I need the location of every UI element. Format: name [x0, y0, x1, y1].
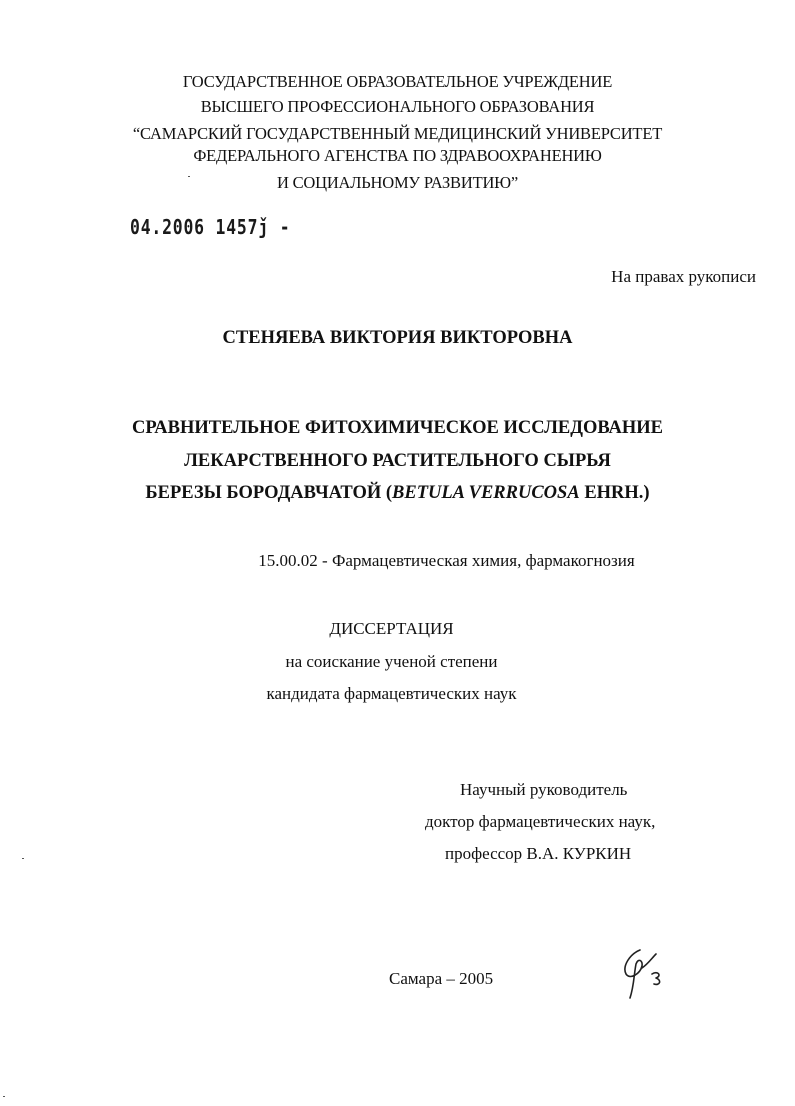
place-and-year: Самара – 2005	[389, 969, 494, 988]
manuscript-rights-note: На правах рукописи	[611, 267, 756, 286]
document-type: ДИССЕРТАЦИЯ	[329, 619, 454, 638]
supervisor-name: профессор В.А. КУРКИН	[445, 844, 632, 863]
scan-speck	[3, 1096, 5, 1097]
handwritten-signature	[612, 944, 672, 1004]
supervisor-role: Научный руководитель	[460, 780, 628, 799]
title-line-1: СРАВНИТЕЛЬНОЕ ФИТОХИМИЧЕСКОЕ ИССЛЕДОВАНИЕ	[131, 418, 664, 438]
institution-line-5: И СОЦИАЛЬНОМУ РАЗВИТИЮ”	[276, 173, 519, 192]
institution-line-4: ФЕДЕРАЛЬНОГО АГЕНСТВА ПО ЗДРАВООХРАНЕНИЮ	[193, 146, 602, 165]
title-line-2: ЛЕКАРСТВЕННОГО РАСТИТЕЛЬНОГО СЫРЬЯ	[184, 451, 611, 471]
supervisor-degree: доктор фармацевтических наук,	[425, 812, 656, 831]
degree-purpose: на соискание ученой степени	[285, 652, 498, 671]
scan-speck	[22, 858, 24, 859]
institution-line-1: ГОСУДАРСТВЕННОЕ ОБРАЗОВАТЕЛЬНОЕ УЧРЕЖДЕНИЕ	[182, 72, 613, 91]
title-line-3	[0, 482, 795, 504]
title-line-3-suffix: EHRH.)	[579, 483, 650, 503]
title-latin-name: BETULA VERRUCOSA	[392, 483, 580, 503]
stamp-mark-glyph: ǰ -	[258, 215, 291, 239]
stamp-number-text: 04.2006 1457	[130, 215, 259, 239]
author-name: СТЕНЯЕВА ВИКТОРИЯ ВИКТОРОВНА	[222, 328, 573, 348]
institution-line-3: “САМАРСКИЙ ГОСУДАРСТВЕННЫЙ МЕДИЦИНСКИЙ УНИВЕРСИТЕТ	[132, 124, 663, 143]
institution-line-2: ВЫСШЕГО ПРОФЕССИОНАЛЬНОГО ОБРАЗОВАНИЯ	[200, 97, 595, 116]
degree-level: кандидата фармацевтических наук	[266, 684, 517, 703]
specialty-code: 15.00.02 - Фармацевтическая химия, фармакогнозия	[258, 551, 635, 570]
title-line-3-prefix: БЕРЕЗЫ БОРОДАВЧАТОЙ (	[145, 483, 393, 503]
library-stamp-number	[130, 214, 290, 240]
scan-speck	[188, 176, 190, 177]
